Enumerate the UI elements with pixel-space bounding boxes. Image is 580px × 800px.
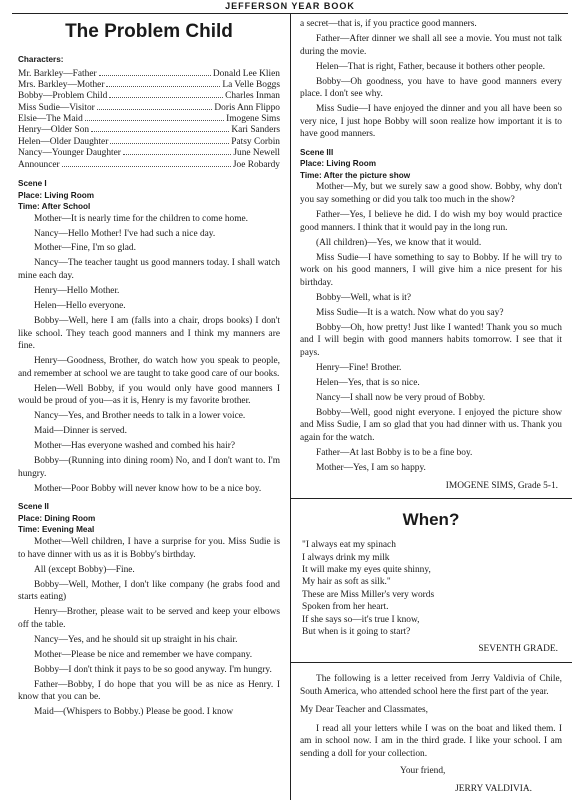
dialogue-line: Miss Sudie—It is a watch. Now what do you say? — [316, 307, 504, 318]
dialogue-line: a secret—that is, if you practice good manners. — [300, 19, 477, 29]
dialogue-line: Bobby—Well, here I am (falls into a chair, drops books) I don't like school. They teach good manners and I think my manners are fine. — [18, 316, 280, 352]
dialogue-line: Nancy—The teacher taught us good manners today. I shall watch mine each day. — [18, 258, 280, 282]
letter-intro: The following is a letter received from Jerry Valdivia of Chile, South America, who attended school here the first part of the year. — [300, 674, 562, 697]
leader-dots — [123, 154, 231, 155]
letter-salutation: My Dear Teacher and Classmates, — [300, 705, 429, 716]
cast-row — [18, 136, 280, 147]
scene-1 — [18, 178, 280, 495]
poem-line: If she says so—it's true I know, — [302, 614, 420, 625]
poem-line: Spoken from her heart. — [302, 602, 389, 613]
leader-dots — [109, 97, 223, 98]
dialogue-line: Nancy—Yes, and Brother needs to talk in a lower voice. — [34, 411, 246, 422]
poem-title: When? — [402, 510, 460, 530]
leader-dots — [106, 86, 220, 87]
dialogue-line: Miss Sudie—I have enjoyed the dinner and you all have been so very nice, I just hope Bobby will soon realize how important it is to have good manners. — [300, 104, 562, 140]
cast-actor: June Newell — [233, 148, 280, 159]
cast-list — [18, 68, 280, 171]
cast-row — [18, 113, 280, 124]
scene-lines — [18, 536, 280, 719]
cast-role: Henry—Older Son — [18, 125, 90, 136]
leader-dots — [62, 166, 231, 167]
dialogue-line: Mother—My, but we surely saw a good show. Bobby, why don't you say something or did you talk too much in the show? — [300, 182, 562, 205]
dialogue-line: Bobby—(Running into dining room) No, and I don't want to. I'm hungry. — [18, 456, 280, 479]
dialogue-line: Maid—(Whispers to Bobby.) Please be good. I know — [34, 707, 234, 718]
dialogue-line: Henry—Goodness, Brother, do watch how you speak to people, and remember at school we are taught to take good care of our books. — [18, 356, 280, 379]
dialogue-line: Nancy—I shall now be very proud of Bobby. — [316, 392, 486, 403]
cast-actor: Doris Ann Flippo — [214, 102, 280, 113]
letter-signature: JERRY VALDIVIA. — [455, 784, 532, 795]
page-header: JEFFERSON YEAR BOOK — [12, 0, 568, 14]
dialogue-line: Nancy—Hello Mother! I've had such a nice day. — [34, 228, 216, 239]
play-author: IMOGENE SIMS, Grade 5-1. — [445, 480, 558, 491]
cast-row — [18, 124, 280, 135]
dialogue-line: Bobby—I don't think it pays to be so good anyway. I'm hungry. — [34, 664, 272, 675]
dialogue-line: Mother—It is nearly time for the children to come home. — [34, 213, 248, 224]
dialogue-line: Father—At last Bobby is to be a fine boy. — [316, 447, 473, 458]
scene-lines — [300, 181, 562, 474]
leader-dots — [110, 143, 229, 144]
cast-role: Mr. Barkley—Father — [18, 68, 97, 79]
dialogue-line: Father—Yes, I believe he did. I do wish my boy would practice good manners. I think that it would pay in the long run. — [300, 209, 562, 233]
cast-row — [18, 79, 280, 90]
poem-author: SEVENTH GRADE. — [478, 644, 558, 655]
scene-heading: Scene III — [300, 147, 334, 157]
play-title: The Problem Child — [65, 21, 233, 42]
dialogue-line: Father—Bobby, I do hope that you will be as nice as Henry. I know that you can be. — [18, 679, 280, 703]
dialogue-line: Mother—Yes, I am so happy. — [316, 462, 426, 473]
letter-closing: Your friend, — [400, 765, 446, 776]
dialogue-line: Helen—Well Bobby, if you would only have good manners I would be proud of you—as it is, Henry is my favorite brother. — [18, 383, 280, 407]
cast-role: Nancy—Younger Daughter — [18, 148, 121, 159]
cast-actor: Charles Inman — [225, 91, 280, 102]
cast-actor: Patsy Corbin — [231, 136, 280, 147]
cast-role: Miss Sudie—Visitor — [18, 102, 95, 113]
poem-line: But when is it going to start? — [302, 627, 411, 637]
cast-role: Helen—Older Daughter — [18, 136, 109, 147]
cast-actor: Joe Robardy — [232, 159, 280, 170]
leader-dots — [91, 131, 229, 132]
left-column — [18, 18, 280, 721]
poem-line: These are Miss Miller's very words — [302, 589, 435, 600]
cast-row — [18, 68, 280, 79]
leader-dots — [99, 75, 211, 76]
leader-dots — [85, 120, 224, 121]
dialogue-line: Mother—Has everyone washed and combed his hair? — [34, 441, 235, 452]
dialogue-line: Nancy—Yes, and he should sit up straight in his chair. — [34, 634, 238, 645]
poem-line: I always drink my milk — [302, 552, 390, 563]
column-divider — [290, 14, 291, 800]
dialogue-line: Mother—Please be nice and remember we have company. — [34, 649, 253, 660]
dialogue-line: (All children)—Yes, we know that it would. — [316, 237, 482, 248]
poem-lines — [300, 539, 562, 638]
dialogue-line: Bobby—Oh, how pretty! Just like I wanted! Thank you so much and I will begin with good manners habits tomorrow. I see that it pays. — [300, 322, 562, 358]
poem-line: It will make my eyes quite shinny, — [302, 564, 431, 575]
scene-place: Place: Living Room — [18, 190, 94, 200]
scene-time: Time: After the picture show — [300, 170, 411, 180]
characters-heading: Characters: — [18, 55, 64, 64]
cast-role: Mrs. Barkley—Mother — [18, 79, 105, 90]
dialogue-line: Miss Sudie—I have something to say to Bobby. If he will try to work on his good manners, I will give him a nice present for his birthday. — [300, 252, 562, 288]
scene-3 — [300, 147, 562, 475]
right-column — [300, 18, 562, 800]
cast-actor: Donald Lee Klien — [212, 68, 280, 79]
dialogue-line: Bobby—Oh goodness, you have to have good manners every place. I don't see why. — [300, 76, 562, 100]
cast-role: Elsie—The Maid — [18, 114, 83, 125]
cast-row — [18, 102, 280, 113]
dialogue-line: Bobby—Well, Mother, I don't like company (he grabs food and starts eating) — [18, 579, 280, 603]
poem-line: "I always eat my spinach — [302, 540, 396, 551]
cast-row — [18, 159, 280, 170]
section-divider — [290, 662, 572, 663]
cast-row — [18, 147, 280, 158]
dialogue-line: Helen—Yes, that is so nice. — [316, 377, 420, 388]
cast-actor: Imogene Sims — [226, 114, 280, 125]
scene-time: Time: After School — [18, 202, 91, 212]
dialogue-line: Helen—Hello everyone. — [34, 301, 126, 312]
dialogue-line: Bobby—Well, good night everyone. I enjoyed the picture show and Miss Sudie, I am so glad that you had dinner with us. Thank you again for the watch. — [300, 407, 562, 443]
scene-heading: Scene II — [18, 502, 49, 512]
scene-heading: Scene I — [18, 179, 47, 189]
dialogue-line: Mother—Fine, I'm so glad. — [34, 243, 136, 254]
dialogue-line: Mother—Well children, I have a surprise for you. Miss Sudie is to have dinner with us as it is Bobby's birthday. — [18, 536, 280, 560]
dialogue-line: Maid—Dinner is served. — [34, 426, 127, 437]
section-divider — [290, 498, 572, 499]
cast-actor: La Velle Boggs — [222, 79, 280, 90]
dialogue-line: Bobby—Well, what is it? — [316, 292, 412, 303]
dialogue-line: Helen—That is right, Father, because it bothers other people. — [316, 61, 545, 72]
scene-2-continued — [300, 18, 562, 141]
scene-place: Place: Dining Room — [18, 513, 96, 523]
dialogue-line: Father—After dinner we shall all see a movie. You must not talk during the movie. — [300, 33, 562, 57]
cast-row — [18, 90, 280, 101]
dialogue-line: Henry—Brother, please wait to be served and keep your elbows off the table. — [18, 607, 280, 630]
leader-dots — [97, 109, 213, 110]
scene-2 — [18, 501, 280, 718]
scene-place: Place: Living Room — [300, 159, 376, 169]
dialogue-line: All (except Bobby)—Fine. — [34, 564, 135, 575]
poem-line: My hair as soft as silk." — [302, 577, 391, 588]
scene-time: Time: Evening Meal — [18, 525, 95, 535]
letter-body: I read all your letters while I was on the boat and liked them. I am in school now. I am in the third grade. I like your school. I am sending a doll for your collection. — [300, 723, 562, 759]
dialogue-line: Mother—Poor Bobby will never know how to be a nice boy. — [34, 483, 262, 494]
dialogue-line: Henry—Hello Mother. — [34, 286, 120, 297]
cast-role: Announcer — [18, 159, 60, 170]
cast-role: Bobby—Problem Child — [18, 91, 108, 102]
dialogue-line: Henry—Fine! Brother. — [316, 362, 402, 373]
cast-actor: Kari Sanders — [231, 125, 280, 136]
scene-lines — [18, 213, 280, 496]
